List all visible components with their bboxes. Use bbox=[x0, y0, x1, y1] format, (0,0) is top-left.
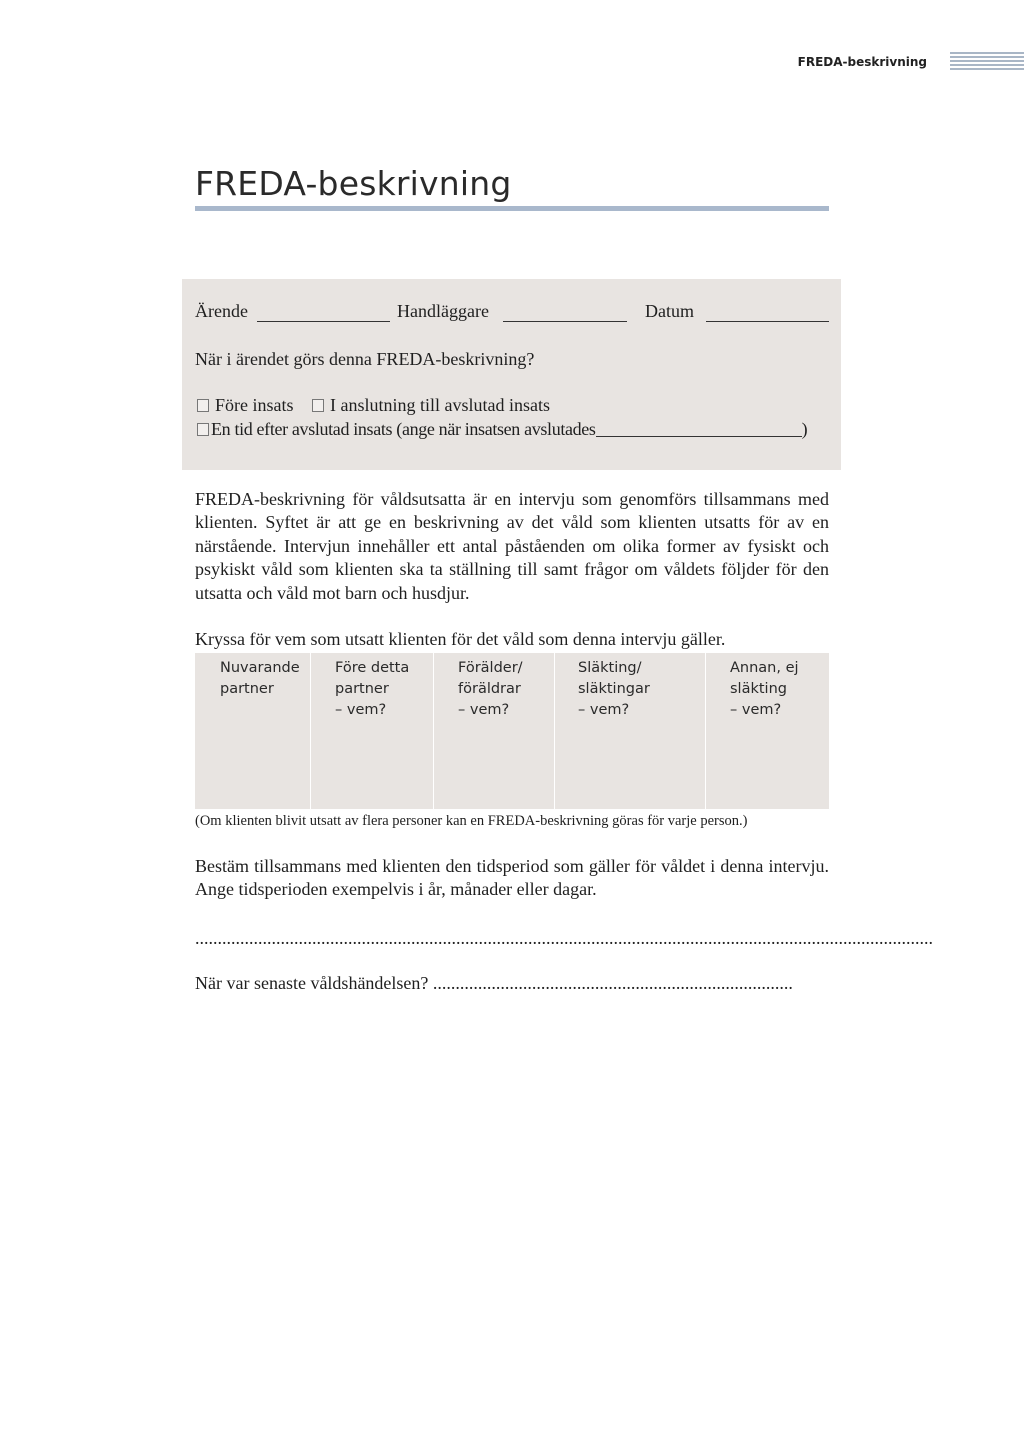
title-rule bbox=[195, 206, 829, 211]
running-head: FREDA-beskrivning bbox=[797, 55, 927, 69]
arende-field[interactable] bbox=[257, 321, 390, 322]
timing-options-row-2 bbox=[197, 419, 807, 440]
perpetrator-table bbox=[195, 653, 829, 809]
perpetrator-option[interactable]: Annan, ej släkting – vem? bbox=[730, 660, 799, 718]
timing-options-row-1 bbox=[197, 395, 550, 416]
perpetrator-prompt: Kryssa för vem som utsatt klienten för det våld som denna intervju gäller. bbox=[195, 629, 726, 649]
perpetrator-option[interactable]: Nuvarande partner bbox=[195, 653, 311, 809]
end-date-field[interactable] bbox=[596, 422, 802, 437]
option-before-label: Före insats bbox=[215, 395, 294, 415]
perpetrator-option[interactable]: Före detta partner – vem? bbox=[311, 653, 434, 809]
page-title: FREDA-beskrivning bbox=[195, 164, 512, 203]
datum-field[interactable] bbox=[706, 321, 829, 322]
period-paragraph: Bestäm tillsammans med klienten den tidsperiod som gäller för våldet i denna intervju. Ange tidsperioden exempelvis i år, månader eller dagar. bbox=[195, 856, 829, 900]
perpetrator-option[interactable]: Förälder/ föräldrar – vem? bbox=[434, 653, 555, 809]
latest-incident-answer-line[interactable]: ................................................................................ bbox=[432, 973, 793, 993]
timing-question: När i ärendet görs denna FREDA-beskrivning? bbox=[195, 349, 535, 369]
latest-incident-row bbox=[195, 972, 829, 995]
latest-incident-question: När var senaste våldshändelsen? bbox=[195, 973, 429, 993]
option-after-label: I anslutning till avslutad insats bbox=[330, 395, 550, 415]
perpetrator-option[interactable]: Släkting/ släktingar – vem? bbox=[555, 653, 706, 809]
option-later-label: En tid efter avslutad insats (ange när insatsen avslutades bbox=[211, 419, 596, 439]
option-later-close: ) bbox=[801, 419, 808, 439]
period-answer-line[interactable]: .................................................................................................................................................................... bbox=[195, 928, 933, 948]
header-decoration-lines bbox=[950, 52, 1024, 72]
multiple-perpetrators-note: (Om klienten blivit utsatt av flera personer kan en FREDA-beskrivning göras för varje person.) bbox=[195, 813, 748, 829]
datum-label: Datum bbox=[645, 301, 694, 321]
handlaggare-field[interactable] bbox=[503, 321, 627, 322]
admin-field-row bbox=[195, 301, 829, 327]
checkbox-later[interactable] bbox=[197, 423, 209, 436]
arende-label: Ärende bbox=[195, 301, 248, 321]
intro-paragraph: FREDA-beskrivning för våldsutsatta är en intervju som genomförs tillsammans med klienten. Syftet är att ge en beskrivning av det våld som klienten utsatts för av en närstående. Intervjun innehåller ett antal påståenden om olika former av fysiskt och psykiskt våld som klienten ska ta ställning till samt frågor om våldets följder för den utsatta och våld mot barn och husdjur. bbox=[195, 489, 829, 603]
checkbox-after[interactable] bbox=[312, 399, 324, 412]
checkbox-before[interactable] bbox=[197, 399, 209, 412]
handlaggare-label: Handläggare bbox=[397, 301, 489, 321]
